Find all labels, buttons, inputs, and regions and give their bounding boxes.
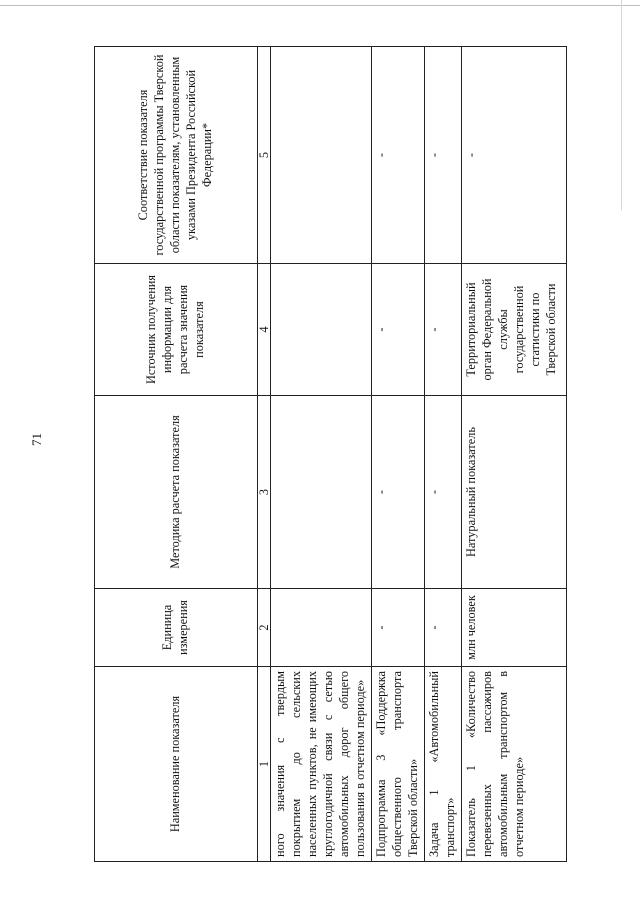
indicator-source: - (424, 264, 461, 396)
header-unit: Единица измерения (95, 589, 258, 667)
column-index: 5 (258, 47, 271, 264)
header-name: Наименование показателя (95, 667, 258, 862)
indicator-unit: млн человек (461, 589, 566, 667)
indicator-compliance: - (461, 47, 566, 264)
indicator-name: Задача 1 «Автомобильный транспорт» (424, 667, 461, 862)
indicator-method: - (424, 396, 461, 589)
page-number: 71 (29, 433, 44, 446)
indicator-unit: - (424, 589, 461, 667)
indicator-name: ного значения с твердым покрытием до сельских населенных пунктов, не имеющих круглогодичной связи с сетью автомобильных дорог общего пользования в отчетном периоде» (271, 667, 372, 862)
indicator-compliance: - (371, 47, 424, 264)
indicator-name: Подпрограмма 3 «Поддержка общественного транспорта Тверской области» (371, 667, 424, 862)
table-row (271, 47, 372, 862)
indicator-method: Натуральный показатель (461, 396, 566, 589)
indicator-name: Показатель 1 «Количество перевезенных пассажиров автомобильным транспортом в отчетном периоде» (461, 667, 566, 862)
column-index: 1 (258, 667, 271, 862)
column-index: 4 (258, 264, 271, 396)
column-index-row (258, 47, 271, 862)
scan-edge-line (0, 5, 640, 6)
indicator-compliance: - (424, 47, 461, 264)
table-row (424, 47, 461, 862)
indicators-table (94, 46, 567, 862)
indicator-unit (271, 589, 372, 667)
rotated-table-container (94, 47, 624, 862)
indicator-source (271, 264, 372, 396)
indicator-source: - (371, 264, 424, 396)
header-method: Методика расчета показателя (95, 396, 258, 589)
table-row (461, 47, 566, 862)
indicator-source: Территориальный орган Федеральной службы государственной статистики по Тверской области (461, 264, 566, 396)
column-index: 2 (258, 589, 271, 667)
table-row (371, 47, 424, 862)
header-compliance: Соответствие показателя государственной программы Тверской области показателям, установленным указами Президента Российской Федерации* (95, 47, 258, 264)
indicator-method (271, 396, 372, 589)
indicator-method: - (371, 396, 424, 589)
header-row (95, 47, 258, 862)
indicator-compliance (271, 47, 372, 264)
indicator-unit: - (371, 589, 424, 667)
column-index: 3 (258, 396, 271, 589)
header-source: Источник получения информации для расчета значения показателя (95, 264, 258, 396)
